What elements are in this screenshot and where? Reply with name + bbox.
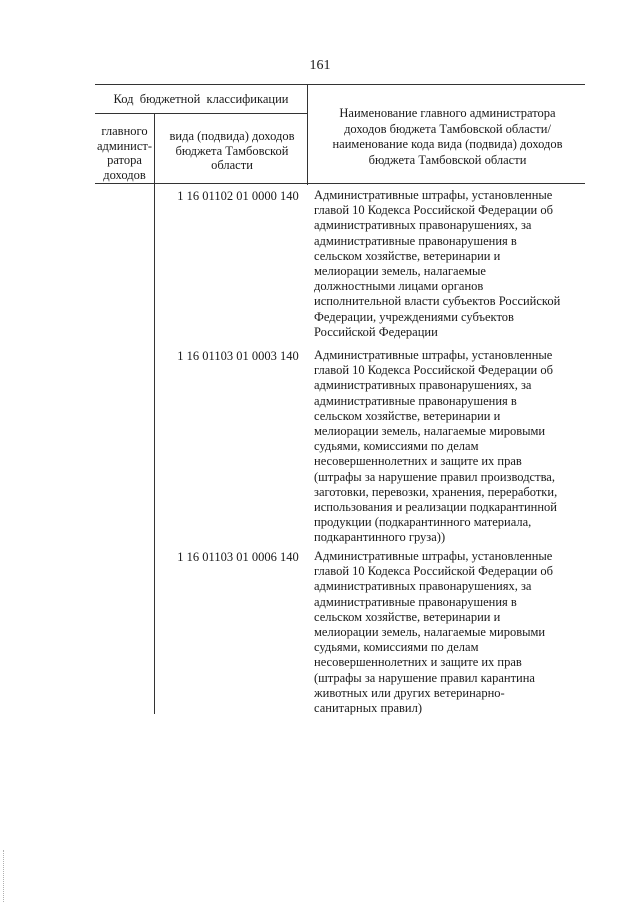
group-header-divider	[95, 113, 307, 114]
header-name: Наименование главного администратора доходов бюджета Тамбовской области/наименование кода вида (подвида) доходов бюджета Тамбовской области	[332, 106, 563, 167]
header-admin-code: главного админист-ратора доходов	[96, 124, 153, 182]
table-row-name: Административные штрафы, установленные главой 10 Кодекса Российской Федерации об административных правонарушениях, за административные правонарушения в сельском хозяйстве, ветеринарии и мелиорации земель, налагаемые должностными лицами органов исполнительной власти субъектов Российской Федерации, учреждениями субъектов Российской Федерации	[314, 188, 561, 339]
page-number: 161	[309, 58, 331, 73]
table-row-name: Административные штрафы, установленные главой 10 Кодекса Российской Федерации об административных правонарушениях, за административные правонарушения в сельском хозяйстве, ветеринарии и мелиорации земель, налагаемые мировыми судьями, комиссиями по делам несовершеннолетних и защите их прав (штрафы за нарушение правил карантина животных или других ветеринарно- санитарных правил)	[314, 549, 553, 716]
scan-margin-marks	[3, 850, 6, 902]
header-bottom-border	[95, 183, 585, 184]
header-income-code: вида (подвида) доходов бюджета Тамбовской области	[169, 129, 295, 172]
table-top-border	[95, 84, 585, 85]
column-divider-name	[307, 84, 308, 185]
budget-classification-table	[95, 84, 585, 714]
table-row-code: 1 16 01103 01 0006 140	[177, 550, 299, 564]
table-row-code: 1 16 01103 01 0003 140	[177, 349, 299, 363]
table-row-name: Административные штрафы, установленные главой 10 Кодекса Российской Федерации об административных правонарушениях, за административные правонарушения в сельском хозяйстве, ветеринарии и мелиорации земель, налагаемые мировыми судьями, комиссиями по делам несовершеннолетних и защите их прав (штрафы за нарушение правил производства, заготовки, перевозки, хранения, переработки, использования и реализации подкарантинной продукции (подкарантинного материала, подкарантинного груза))	[314, 348, 558, 545]
table-row-code: 1 16 01102 01 0000 140	[177, 189, 299, 203]
column-divider-admin	[154, 113, 155, 714]
header-group-label: Код бюджетной классификации	[113, 92, 289, 106]
